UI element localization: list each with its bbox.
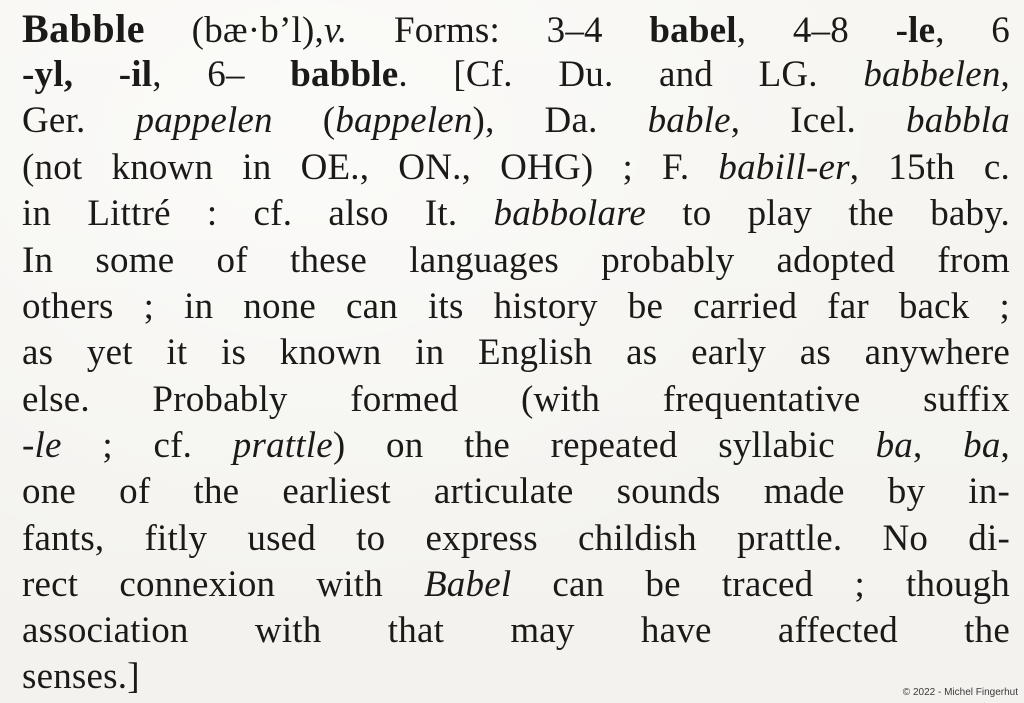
italic-term: v.: [323, 10, 348, 51]
italic-term: babbla: [906, 100, 1010, 141]
text-run: , Icel.: [730, 100, 906, 141]
entry-line: [22, 6, 1010, 52]
italic-term: babbolare: [493, 193, 647, 234]
text-run: , 6: [935, 10, 1010, 51]
text-run: rect connexion with: [22, 564, 424, 605]
text-run: one of the earliest articulate sounds made by in-: [22, 471, 1010, 512]
text-run: ,: [913, 425, 964, 466]
entry-line: [22, 608, 1010, 654]
headword: Babble: [22, 6, 146, 51]
entry-line: [22, 469, 1010, 515]
text-run: others ; in none can its history be carried far back ;: [22, 286, 1010, 327]
text-run: senses.]: [22, 656, 140, 697]
text-run: as yet it is known in English as early as anywhere: [22, 332, 1010, 373]
text-run: Ger.: [22, 100, 136, 141]
italic-term: -le: [22, 425, 62, 466]
italic-term: bable: [647, 100, 731, 141]
text-run: else. Probably formed (with frequentative suffix: [22, 379, 1010, 420]
italic-term: babill-er: [718, 147, 850, 188]
text-run: ), Da.: [472, 100, 648, 141]
text-run: In some of these languages probably adopted from: [22, 240, 1010, 281]
bold-form: -le: [895, 10, 936, 51]
italic-term: babbelen: [863, 54, 1001, 95]
text-run: ; cf.: [61, 425, 233, 466]
italic-term: prattle: [232, 425, 333, 466]
text-run: ,: [1000, 425, 1010, 466]
bold-form: babel: [649, 10, 737, 51]
copyright-credit: © 2022 - Michel Fingerhut: [902, 687, 1018, 698]
text-run: fants, fitly used to express childish prattle. No di-: [22, 518, 1010, 559]
text-run: ) on the repeated syllabic: [332, 425, 876, 466]
entry-line: [22, 238, 1010, 284]
bold-form: -yl, -il: [22, 54, 153, 95]
entry-line: [22, 52, 1010, 98]
text-run: , 6–: [152, 54, 291, 95]
text-run: association with that may have affected the: [22, 610, 1010, 651]
text-run: ,: [1000, 54, 1010, 95]
text-run: (not known in OE., ON., OHG) ; F.: [22, 147, 719, 188]
entry-line: [22, 516, 1010, 562]
text-run: , 4–8: [736, 10, 896, 51]
italic-term: pappelen: [135, 100, 273, 141]
text-run: in Littré : cf. also It.: [22, 193, 494, 234]
entry-line: [22, 98, 1010, 144]
italic-term: bappelen: [335, 100, 473, 141]
italic-term: ba: [963, 425, 1001, 466]
entry-line: [22, 284, 1010, 330]
text-run: , 15th c.: [849, 147, 1010, 188]
entry-line: [22, 191, 1010, 237]
text-run: to play the baby.: [646, 193, 1010, 234]
entry-line: [22, 562, 1010, 608]
entry-line: [22, 330, 1010, 376]
text-run: Forms: 3–4: [347, 10, 650, 51]
italic-term: ba: [875, 425, 913, 466]
text-run: . [Cf. Du. and LG.: [398, 54, 864, 95]
bold-form: babble: [290, 54, 399, 95]
entry-line: [22, 145, 1010, 191]
entry-line: [22, 377, 1010, 423]
entry-line: [22, 654, 140, 700]
italic-term: Babel: [424, 564, 512, 605]
text-run: (bæ·b’l),: [145, 10, 324, 51]
text-run: can be traced ; though: [511, 564, 1011, 605]
entry-line: [22, 423, 1010, 469]
text-run: (: [272, 100, 336, 141]
